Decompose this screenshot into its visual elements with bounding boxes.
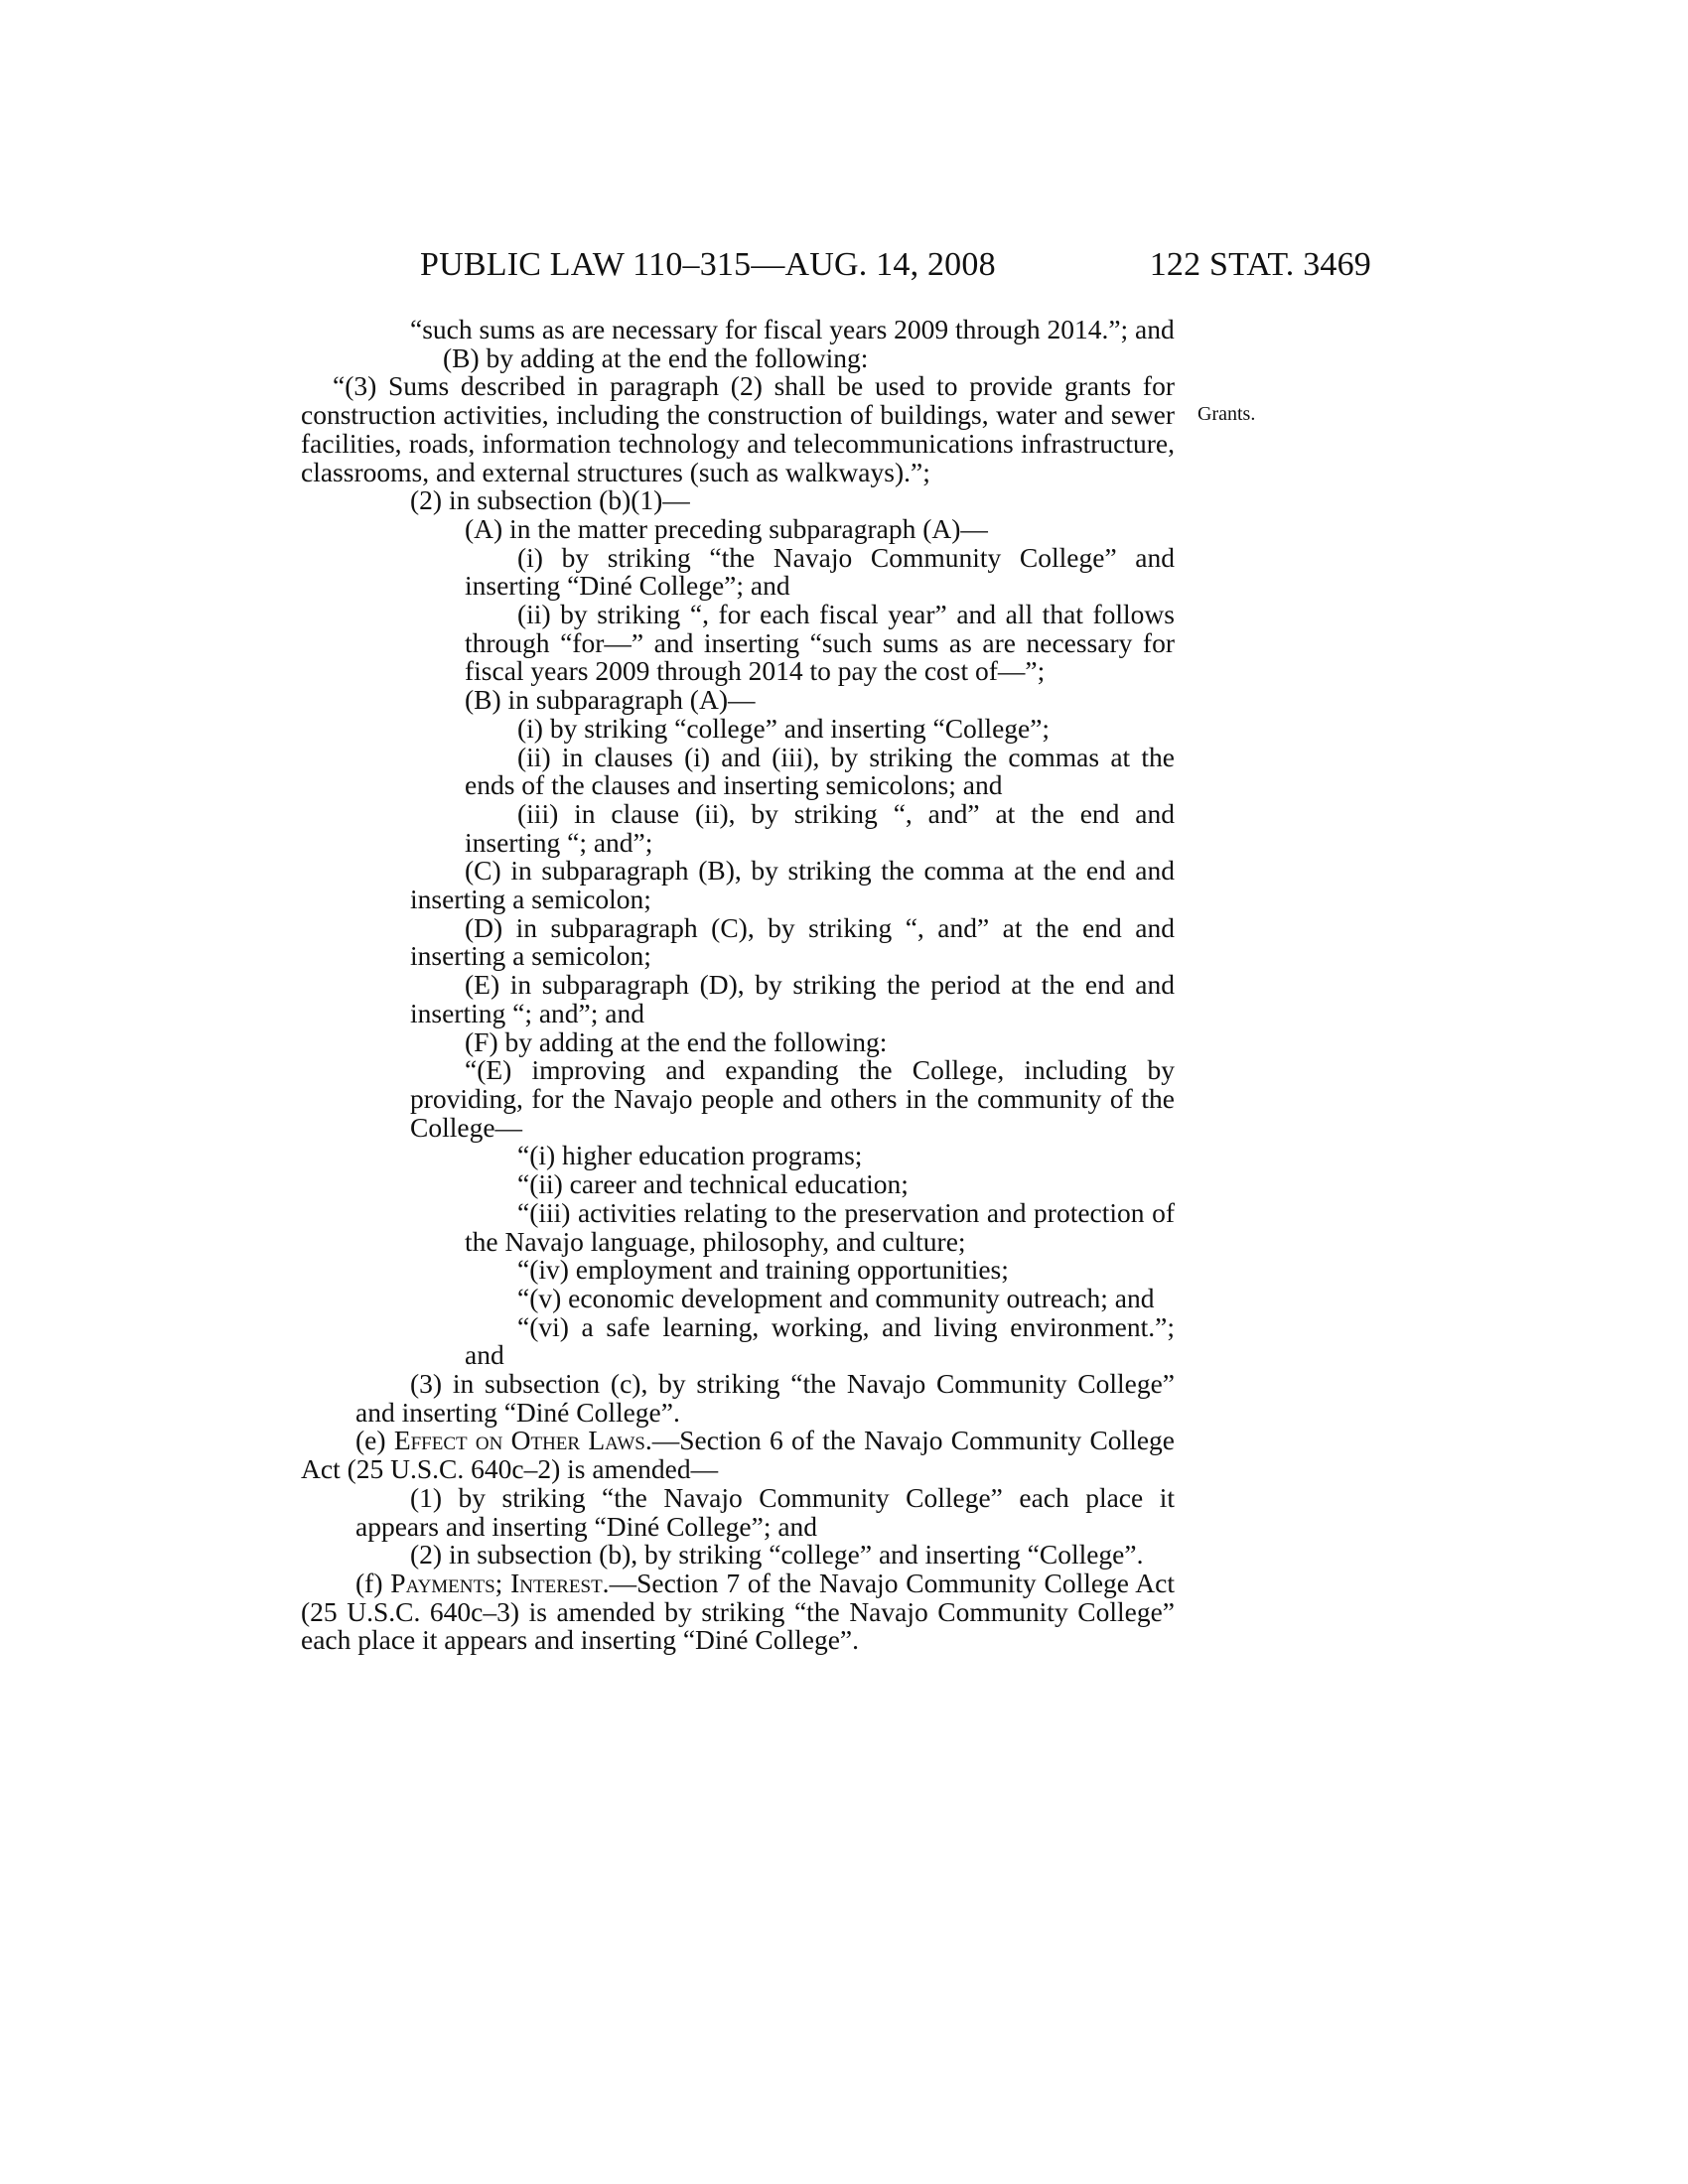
- subsection-e: [301, 1427, 1175, 1483]
- subsection-e-text: Section 6 of the Navajo Community College Act (25 U.S.C. 640c–2) is amended—: [301, 1425, 1175, 1485]
- paragraph: (ii) by striking “, for each fiscal year” and all that follows through “for—” and inserting “such sums as are necessary for fiscal years 2009 through 2014 to pay the cost of—”;: [465, 599, 1175, 687]
- paragraph: “(vi) a safe learning, working, and living environment.”; and: [465, 1310, 1175, 1371]
- paragraph: (A) in the matter preceding subparagraph (A)—: [465, 512, 988, 544]
- subsection-e-label: (e): [355, 1425, 394, 1456]
- paragraph: “(E) improving and expanding the College, including by providing, for the Navajo people and others in the community of the College—: [410, 1054, 1175, 1143]
- paragraph: (B) in subparagraph (A)—: [465, 684, 756, 716]
- public-law-citation: PUBLIC LAW 110–315—AUG. 14, 2008: [420, 246, 996, 283]
- paragraph: “(3) Sums described in paragraph (2) shall be used to provide grants for construction activities, including the construction of buildings, water and sewer facilities, roads, information technology and telecommunications infrastructure, classrooms, and external structures (such as walkways).”;: [301, 370, 1175, 487]
- paragraph: “(iv) employment and training opportunities;: [517, 1254, 1009, 1286]
- subsection-e-heading: Effect on Other Laws.: [393, 1425, 652, 1456]
- subsection-f-heading: Payments; Interest.: [390, 1567, 610, 1598]
- paragraph: (C) in subparagraph (B), by striking the comma at the end and inserting a semicolon;: [410, 855, 1175, 915]
- subsection-f: [301, 1567, 1176, 1656]
- paragraph: “(iii) activities relating to the preservation and protection of the Navajo language, philosophy, and culture;: [465, 1196, 1175, 1257]
- paragraph: (2) in subsection (b)(1)—: [410, 484, 690, 516]
- paragraph: (i) by striking “college” and inserting “College”;: [517, 712, 1051, 744]
- paragraph: (3) in subsection (c), by striking “the Navajo Community College” and inserting “Diné College”.: [355, 1368, 1175, 1428]
- em-dash: —: [609, 1567, 637, 1598]
- paragraph: (1) by striking “the Navajo Community College” each place it appears and inserting “Diné College”; and: [355, 1481, 1175, 1542]
- statute-page-number: 122 STAT. 3469: [1149, 246, 1371, 283]
- paragraph: “(v) economic development and community outreach; and: [517, 1282, 1155, 1313]
- paragraph: (i) by striking “the Navajo Community College” and inserting “Diné College”; and: [465, 541, 1175, 602]
- paragraph: (iii) in clause (ii), by striking “, and” at the end and inserting “; and”;: [465, 797, 1175, 858]
- paragraph: (B) by adding at the end the following:: [443, 341, 869, 373]
- em-dash: —: [651, 1425, 680, 1456]
- paragraph: (D) in subparagraph (C), by striking “, and” at the end and inserting a semicolon;: [410, 911, 1175, 972]
- paragraph: (ii) in clauses (i) and (iii), by striking the commas at the ends of the clauses and inserting semicolons; and: [465, 741, 1175, 801]
- document-body: [301, 316, 1175, 1655]
- paragraph: “(ii) career and technical education;: [517, 1168, 909, 1200]
- paragraph: (2) in subsection (b), by striking “college” and inserting “College”.: [410, 1539, 1144, 1570]
- paragraph: (F) by adding at the end the following:: [465, 1025, 888, 1057]
- margin-note: Grants.: [1197, 403, 1256, 425]
- paragraph: “such sums as are necessary for fiscal years 2009 through 2014.”; and: [410, 314, 1175, 344]
- subsection-f-text: Section 7 of the Navajo Community College Act (25 U.S.C. 640c–3) is amended by striking “the Navajo Community College” each place it appears and inserting “Diné College”.: [301, 1567, 1176, 1656]
- paragraph: (E) in subparagraph (D), by striking the period at the end and inserting “; and”; and: [410, 969, 1175, 1028]
- subsection-f-label: (f): [355, 1567, 391, 1598]
- paragraph: “(i) higher education programs;: [517, 1140, 863, 1171]
